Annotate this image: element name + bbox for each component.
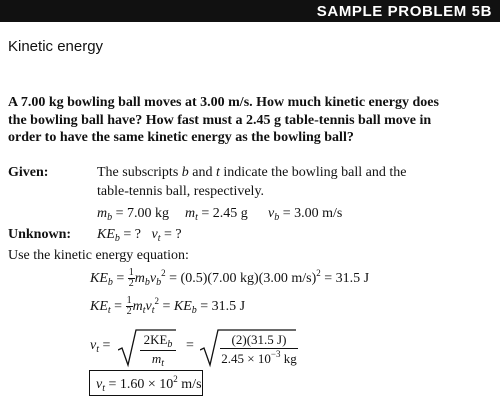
- problem-line-3: order to have the same kinetic energy as the bowling ball?: [8, 130, 354, 145]
- answer: $v_t = 1.60 \times 10^2$ m/s: [96, 374, 202, 394]
- equation-velocity-sqrt: $v_t$ = $2KE_b$ $m_t$ = (2)(31.5 J) $2.45 \times 10^{-3}$ kg: [90, 328, 290, 368]
- unknown-label: Unknown:: [8, 227, 72, 242]
- problem-statement: [8, 94, 494, 147]
- given-text-line-1: The subscripts b and t indicate the bowling ball and the: [97, 165, 407, 180]
- given-label: Given:: [8, 165, 49, 180]
- given-mb: $m_b = 7.00$ kg: [97, 206, 170, 223]
- problem-line-1: A 7.00 kg bowling ball moves at 3.00 m/s. How much kinetic energy does: [8, 95, 439, 110]
- banner-bar: [0, 0, 500, 22]
- section-title: Kinetic energy: [8, 38, 104, 55]
- given-vb: $v_b = 3.00$ m/s: [268, 206, 343, 223]
- given-text-line-2: table-tennis ball, respectively.: [97, 184, 265, 199]
- solution-intro: Use the kinetic energy equation:: [8, 248, 189, 263]
- given-mt: $m_t = 2.45$ g: [185, 206, 248, 223]
- problem-line-2: the bowling ball have? How fast must a 2.45 g table-tennis ball move in: [8, 112, 432, 128]
- banner-title: SAMPLE PROBLEM 5B: [316, 3, 492, 20]
- unknown-values: $KE_b$ = ? $v_t$ = ?: [97, 227, 182, 244]
- equation-ke-bowling: $KE_b$ = $\frac{1}{2}$ $m_bv_b^2 = (0.5)(7.00$ kg)(3.00 m/s)$^2$ = 31.5 J: [90, 267, 370, 290]
- equation-ke-table-tennis: $KE_t$ = $\frac{1}{2}$ $m_tv_t^2 = KE_b = 31.5$ J: [90, 295, 246, 318]
